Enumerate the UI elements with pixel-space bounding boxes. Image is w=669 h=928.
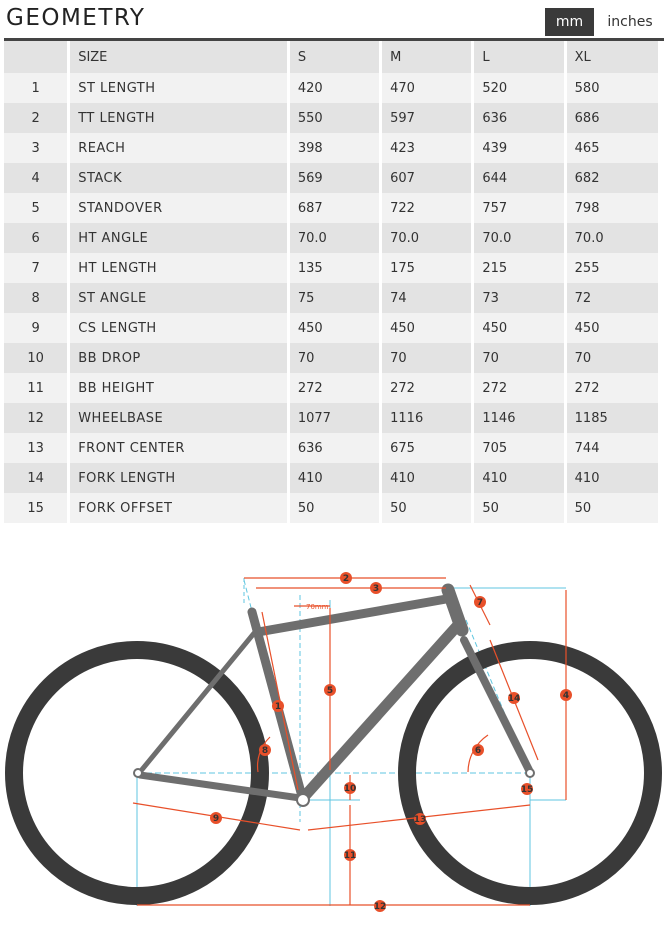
value-cell-xl: 580 bbox=[567, 73, 658, 103]
value-cell-s: 75 bbox=[290, 283, 379, 313]
row-index-cell: 3 bbox=[4, 133, 67, 163]
dimension-marker bbox=[521, 783, 534, 795]
value-cell-xl: 272 bbox=[567, 373, 658, 403]
marker-label: 15 bbox=[520, 785, 534, 795]
marker-label: 4 bbox=[562, 691, 570, 701]
value-cell-s: 450 bbox=[290, 313, 379, 343]
row-label-cell: ST LENGTH bbox=[70, 73, 287, 103]
value-cell-s: 398 bbox=[290, 133, 379, 163]
value-cell-l: 73 bbox=[474, 283, 563, 313]
value-cell-m: 470 bbox=[382, 73, 471, 103]
value-cell-l: 705 bbox=[474, 433, 563, 463]
table-row bbox=[4, 343, 658, 373]
value-cell-l: 757 bbox=[474, 193, 563, 223]
marker-label: 11 bbox=[343, 851, 357, 861]
row-label-cell: STANDOVER bbox=[70, 193, 287, 223]
value-cell-s: 70 bbox=[290, 343, 379, 373]
value-cell-xl: 744 bbox=[567, 433, 658, 463]
value-cell-m: 607 bbox=[382, 163, 471, 193]
value-cell-m: 272 bbox=[382, 373, 471, 403]
value-cell-l: 450 bbox=[474, 313, 563, 343]
dimension-marker bbox=[414, 813, 427, 825]
marker-label: 1 bbox=[274, 702, 282, 712]
marker-label: 2 bbox=[342, 574, 350, 584]
value-cell-xl: 450 bbox=[567, 313, 658, 343]
value-cell-s: 687 bbox=[290, 193, 379, 223]
dimension-marker bbox=[508, 692, 521, 704]
value-cell-xl: 798 bbox=[567, 193, 658, 223]
row-index-cell: 1 bbox=[4, 73, 67, 103]
marker-label: 3 bbox=[372, 584, 380, 594]
row-index-cell: 14 bbox=[4, 463, 67, 493]
row-index-cell: 7 bbox=[4, 253, 67, 283]
value-cell-m: 50 bbox=[382, 493, 471, 523]
value-cell-l: 215 bbox=[474, 253, 563, 283]
value-cell-m: 597 bbox=[382, 103, 471, 133]
value-cell-m: 450 bbox=[382, 313, 471, 343]
dimension-marker bbox=[560, 689, 572, 701]
header-cell-s: S bbox=[290, 41, 379, 73]
marker-label: 6 bbox=[474, 746, 482, 756]
value-cell-xl: 686 bbox=[567, 103, 658, 133]
value-cell-m: 74 bbox=[382, 283, 471, 313]
table-row bbox=[4, 133, 658, 163]
dimension-marker bbox=[472, 744, 484, 756]
row-label-cell: CS LENGTH bbox=[70, 313, 287, 343]
row-index-cell: 6 bbox=[4, 223, 67, 253]
marker-label: 12 bbox=[373, 902, 387, 912]
value-cell-s: 1077 bbox=[290, 403, 379, 433]
dimension-marker bbox=[374, 900, 387, 912]
table-row bbox=[4, 373, 658, 403]
row-label-cell: ST ANGLE bbox=[70, 283, 287, 313]
row-label-cell: HT ANGLE bbox=[70, 223, 287, 253]
geometry-header bbox=[4, 0, 664, 41]
header-cell-size: SIZE bbox=[70, 41, 287, 73]
row-index-cell: 13 bbox=[4, 433, 67, 463]
value-cell-s: 550 bbox=[290, 103, 379, 133]
value-cell-s: 636 bbox=[290, 433, 379, 463]
marker-label: 9 bbox=[212, 814, 220, 824]
unit-inches-button[interactable]: inches bbox=[607, 14, 653, 30]
dimension-marker bbox=[210, 812, 222, 824]
row-label-cell: FORK OFFSET bbox=[70, 493, 287, 523]
row-label-cell: FORK LENGTH bbox=[70, 463, 287, 493]
value-cell-m: 423 bbox=[382, 133, 471, 163]
value-cell-xl: 1185 bbox=[567, 403, 658, 433]
dimension-marker bbox=[370, 582, 382, 594]
row-index-cell: 2 bbox=[4, 103, 67, 133]
value-cell-m: 70 bbox=[382, 343, 471, 373]
value-cell-l: 636 bbox=[474, 103, 563, 133]
table-header-row bbox=[4, 41, 658, 73]
marker-label: 8 bbox=[261, 746, 269, 756]
header-cell-m: M bbox=[382, 41, 471, 73]
value-cell-s: 70.0 bbox=[290, 223, 379, 253]
unit-mm-button[interactable]: mm bbox=[545, 8, 594, 36]
value-cell-xl: 72 bbox=[567, 283, 658, 313]
table-row bbox=[4, 463, 658, 493]
table-row bbox=[4, 163, 658, 193]
value-cell-m: 410 bbox=[382, 463, 471, 493]
table-row bbox=[4, 403, 658, 433]
row-index-cell: 5 bbox=[4, 193, 67, 223]
row-index-cell: 11 bbox=[4, 373, 67, 403]
value-cell-l: 50 bbox=[474, 493, 563, 523]
row-index-cell: 8 bbox=[4, 283, 67, 313]
value-cell-s: 410 bbox=[290, 463, 379, 493]
row-index-cell: 15 bbox=[4, 493, 67, 523]
row-index-cell: 10 bbox=[4, 343, 67, 373]
dimension-marker bbox=[344, 782, 357, 794]
dimension-marker bbox=[474, 596, 486, 608]
front-axle bbox=[526, 769, 534, 777]
table-row bbox=[4, 223, 658, 253]
value-cell-xl: 465 bbox=[567, 133, 658, 163]
page-title: GEOMETRY bbox=[6, 5, 146, 31]
table-body bbox=[4, 73, 658, 523]
marker-label: 7 bbox=[476, 598, 484, 608]
value-cell-m: 722 bbox=[382, 193, 471, 223]
table-row bbox=[4, 433, 658, 463]
value-cell-l: 272 bbox=[474, 373, 563, 403]
bike-geometry-diagram bbox=[0, 560, 669, 920]
marker-label: 5 bbox=[326, 686, 334, 696]
table-row bbox=[4, 313, 658, 343]
dimension-marker bbox=[340, 572, 352, 584]
marker-label: 10 bbox=[343, 784, 357, 794]
value-cell-m: 675 bbox=[382, 433, 471, 463]
value-cell-m: 1116 bbox=[382, 403, 471, 433]
value-cell-s: 135 bbox=[290, 253, 379, 283]
chain-stay bbox=[140, 775, 300, 798]
bottom-bracket bbox=[297, 794, 309, 806]
value-cell-m: 175 bbox=[382, 253, 471, 283]
bike-frame bbox=[140, 590, 530, 800]
value-cell-m: 70.0 bbox=[382, 223, 471, 253]
value-cell-xl: 50 bbox=[567, 493, 658, 523]
value-cell-xl: 410 bbox=[567, 463, 658, 493]
dimension-marker bbox=[344, 849, 357, 861]
row-label-cell: HT LENGTH bbox=[70, 253, 287, 283]
value-cell-xl: 255 bbox=[567, 253, 658, 283]
dimension-marker bbox=[272, 700, 284, 712]
value-cell-s: 569 bbox=[290, 163, 379, 193]
row-label-cell: STACK bbox=[70, 163, 287, 193]
table-row bbox=[4, 493, 658, 523]
dimension-marker bbox=[324, 684, 336, 696]
rear-axle bbox=[134, 769, 142, 777]
marker-label: 14 bbox=[507, 694, 521, 704]
table-row bbox=[4, 103, 658, 133]
marker-label: 13 bbox=[413, 815, 427, 825]
value-cell-l: 410 bbox=[474, 463, 563, 493]
value-cell-l: 70 bbox=[474, 343, 563, 373]
row-index-cell: 9 bbox=[4, 313, 67, 343]
value-cell-l: 520 bbox=[474, 73, 563, 103]
header-cell-index bbox=[4, 41, 67, 73]
row-label-cell: BB DROP bbox=[70, 343, 287, 373]
header-cell-xl: XL bbox=[567, 41, 658, 73]
row-label-cell: WHEELBASE bbox=[70, 403, 287, 433]
value-cell-l: 439 bbox=[474, 133, 563, 163]
row-label-cell: FRONT CENTER bbox=[70, 433, 287, 463]
value-cell-l: 644 bbox=[474, 163, 563, 193]
row-label-cell: TT LENGTH bbox=[70, 103, 287, 133]
down-tube bbox=[303, 625, 458, 798]
head-tube bbox=[448, 590, 462, 630]
value-cell-xl: 70.0 bbox=[567, 223, 658, 253]
geometry-table bbox=[1, 41, 661, 523]
dimension-marker bbox=[259, 744, 271, 756]
row-label-cell: REACH bbox=[70, 133, 287, 163]
value-cell-xl: 682 bbox=[567, 163, 658, 193]
header-cell-l: L bbox=[474, 41, 563, 73]
row-label-cell: BB HEIGHT bbox=[70, 373, 287, 403]
value-cell-s: 50 bbox=[290, 493, 379, 523]
table-row bbox=[4, 283, 658, 313]
row-index-cell: 12 bbox=[4, 403, 67, 433]
value-cell-s: 272 bbox=[290, 373, 379, 403]
offset-label: 70mm bbox=[306, 603, 329, 611]
row-index-cell: 4 bbox=[4, 163, 67, 193]
top-tube bbox=[258, 598, 452, 632]
table-row bbox=[4, 73, 658, 103]
table-row bbox=[4, 193, 658, 223]
value-cell-l: 70.0 bbox=[474, 223, 563, 253]
value-cell-xl: 70 bbox=[567, 343, 658, 373]
value-cell-s: 420 bbox=[290, 73, 379, 103]
table-row bbox=[4, 253, 658, 283]
value-cell-l: 1146 bbox=[474, 403, 563, 433]
